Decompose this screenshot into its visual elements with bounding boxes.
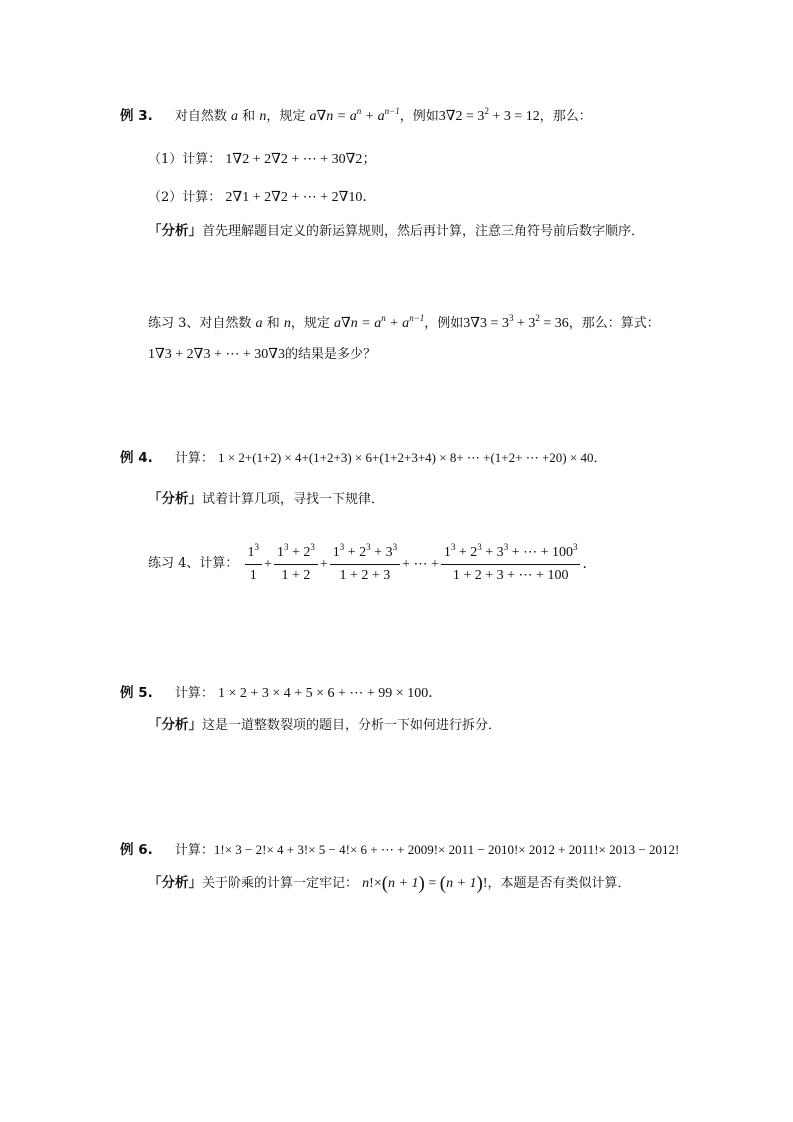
analysis-tag: 「分析」 xyxy=(148,223,202,239)
example-3-text: ，例如 xyxy=(399,109,439,124)
example-3-text: 和 xyxy=(242,109,256,124)
example-3-text: ，那么： xyxy=(539,109,592,124)
analysis-text: 首先理解题目定义的新运算规则，然后再计算，注意三角符号前后数字顺序． xyxy=(202,224,645,239)
analysis-text: 试着计算几项，寻找一下规律． xyxy=(202,492,385,507)
analysis-text: 关于阶乘的计算一定牢记： xyxy=(202,876,359,891)
example-5-analysis xyxy=(148,716,501,735)
example-3-label: 例 3. xyxy=(120,108,153,124)
definition-formula: $a\nabla n = a^n + a^{n-1}$ xyxy=(309,106,400,124)
question-expression: 2∇1 + 2∇2 + ⋯ + 2∇10． xyxy=(225,190,377,205)
practice-3-text: 和 xyxy=(266,316,280,331)
fraction-3: $\frac{1^3 + 2^3 + 3^3}{1 + 2 + 3}$ xyxy=(330,545,400,584)
example-4-label: 例 4. xyxy=(120,450,153,466)
var-a: a xyxy=(231,109,239,124)
analysis-text: ，本题是否有类似计算． xyxy=(487,876,631,891)
question-label: （1）计算： xyxy=(148,152,222,167)
var-n: n xyxy=(259,109,267,124)
example-6-label: 例 6. xyxy=(120,842,153,858)
practice-3-text: ，例如 xyxy=(424,316,464,331)
analysis-tag: 「分析」 xyxy=(148,875,202,891)
example-3-question-1 xyxy=(148,151,376,169)
practice-3-text: ，规定 xyxy=(290,316,330,331)
practice-4-prefix: 练习 4、计算： xyxy=(148,556,239,571)
analysis-tag: 「分析」 xyxy=(148,491,202,507)
practice-3-expression: 1∇3 + 2∇3 + ⋯ + 30∇3 xyxy=(148,347,286,362)
example-5-text: 计算： xyxy=(174,686,214,701)
example-4-line xyxy=(120,449,606,468)
question-label: （2）计算： xyxy=(148,190,222,205)
practice-3-line-1 xyxy=(148,315,660,333)
example-3-text: 对自然数 xyxy=(174,109,227,124)
example-6-analysis xyxy=(148,874,631,893)
example-6-line xyxy=(120,841,679,860)
example-4-analysis xyxy=(148,490,384,509)
example-5-line xyxy=(120,684,442,703)
example-5-label: 例 5. xyxy=(120,685,153,701)
fraction-2: $\frac{1^3 + 2^3}{1 + 2}$ xyxy=(274,545,318,584)
example-5-expression: 1 × 2 + 3 × 4 + 5 × 6 + ⋯ + 99 × 100． xyxy=(218,686,443,701)
fraction-4: $\frac{1^3 + 2^3 + 3^3 + \cdots + 100^3}{1 + 2 + 3 + \cdots + 100}$ xyxy=(441,545,581,584)
example-3-analysis xyxy=(148,222,644,241)
analysis-text: 这是一道整数裂项的题目，分析一下如何进行拆分． xyxy=(202,718,502,733)
var-a: a xyxy=(255,316,263,331)
practice-4-line xyxy=(148,542,596,587)
definition-formula: $a\nabla n = a^n + a^{n-1}$ xyxy=(334,313,425,331)
factorial-formula: n!×(n + 1) = (n + 1)! xyxy=(362,873,488,894)
var-n: n xyxy=(283,316,291,331)
example-formula: $3\nabla 3 = 3^3 + 3^2 = 36$ xyxy=(463,313,569,331)
example-3-text: ，规定 xyxy=(266,109,306,124)
example-3-line xyxy=(120,107,592,126)
example-3-question-2 xyxy=(148,189,376,207)
example-6-expression: 1!× 3 − 2!× 4 + 3!× 5 − 4!× 6 + ⋯ + 2009!× 2011 − 2010!× 2012 + 2011!× 2013 − 2012! xyxy=(213,842,680,857)
practice-3-text: ，那么：算式： xyxy=(568,316,660,331)
example-6-text: 计算： xyxy=(174,843,214,858)
practice-3-line-2 xyxy=(148,346,376,364)
example-4-expression: 1 × 2+(1+2) × 4+(1+2+3) × 6+(1+2+3+4) × 8+ ⋯ +(1+2+ ⋯ +20) × 40． xyxy=(218,450,607,465)
fraction-1: $\frac{1^3}{1}$ xyxy=(245,545,263,584)
fraction-sum: $\frac{1^3}{1}$ + $\frac{1^3 + 2^3}{1 + 2}$ + $\frac{1^3 + 2^3 + 3^3}{1 + 2 + 3}$ + ⋯ + $\frac{1^3 + 2^3 + 3^3 + \cdots + 100^3}{1 + 2 + 3 + \cdots + 100}$ ． xyxy=(243,557,597,572)
example-4-text: 计算： xyxy=(174,451,214,466)
practice-3-prefix: 练习 3、对自然数 xyxy=(148,316,252,331)
analysis-tag: 「分析」 xyxy=(148,717,202,733)
question-expression: 1∇2 + 2∇2 + ⋯ + 30∇2； xyxy=(225,152,377,167)
practice-3-text: 的结果是多少？ xyxy=(285,347,377,362)
example-formula: $3\nabla 2 = 3^2 + 3 = 12$ xyxy=(438,106,540,124)
